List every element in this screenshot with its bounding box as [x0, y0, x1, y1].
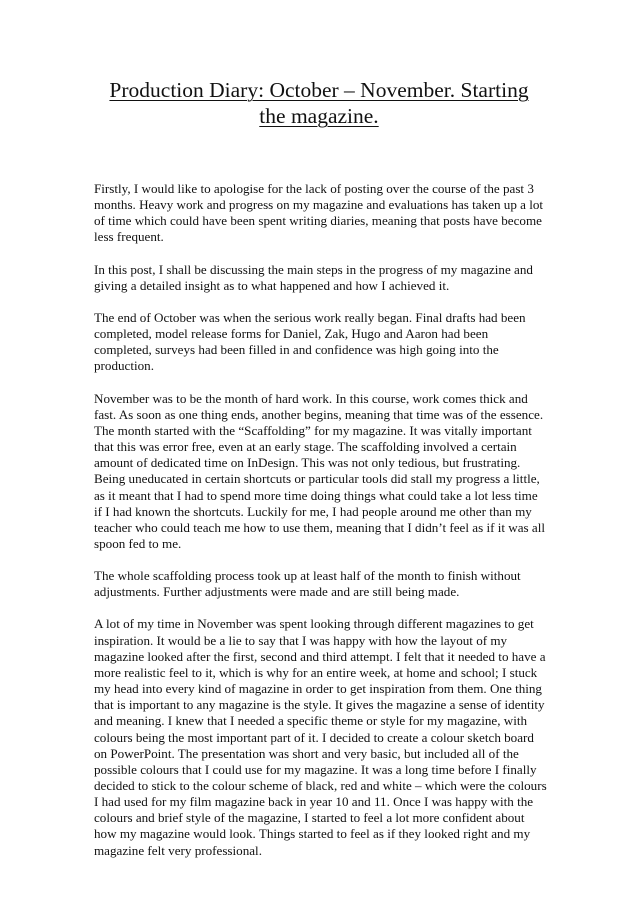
text-line: months. Heavy work and progress on my magazine and evaluations has taken up a lot: [94, 197, 544, 213]
text-line: more realistic feel to it, which is why for an entire week, at home and school; I stuck: [94, 664, 538, 680]
text-line: magazine looked after the first, second and third attempt. I felt that it needed to have a: [94, 648, 546, 664]
text-line: if I had known the shortcuts. Luckily for me, I had people around me other than my: [94, 503, 532, 519]
text-line: In this post, I shall be discussing the main steps in the progress of my magazine and: [94, 261, 533, 277]
text-line: less frequent.: [94, 229, 164, 245]
text-line: production.: [94, 358, 155, 374]
paragraph-november-scaffolding: [94, 391, 546, 553]
text-line: The month started with the “Scaffolding” for my magazine. It was vitally important: [94, 422, 532, 438]
text-line: colours being the most important part of it. I decided to create a colour sketch board: [94, 729, 534, 745]
text-line: magazine felt very professional.: [94, 842, 262, 858]
title-line: Production Diary: October – November. Starting: [109, 78, 529, 102]
text-line: spoon fed to me.: [94, 535, 182, 551]
paragraph-introduction: [94, 262, 546, 294]
paragraph-apology: [94, 181, 546, 246]
paragraph-scaffolding-process: [94, 568, 546, 600]
text-line: The whole scaffolding process took up at least half of the month to finish without: [94, 568, 521, 584]
paragraph-october: [94, 310, 546, 375]
text-line: inspiration. It would be a lie to say that I was happy with how the layout of my: [94, 632, 508, 648]
text-line: that is important to any magazine is the style. It gives the magazine a sense of identity: [94, 697, 545, 713]
text-line: and meaning. I knew that I needed a specific theme or style for my magazine, with: [94, 713, 528, 729]
text-line: completed, surveys had been filled in and confidence was high going into the: [94, 342, 499, 358]
document-body: [94, 181, 546, 875]
text-line: fast. As soon as one thing ends, another begins, meaning that time was of the essence.: [94, 406, 544, 422]
text-line: my head into every kind of magazine in order to get inspiration from them. One thing: [94, 681, 542, 697]
text-line: The end of October was when the serious work really began. Final drafts had been: [94, 309, 526, 325]
text-line: of time which could have been spent writing diaries, meaning that posts have become: [94, 213, 542, 229]
text-line: how my magazine would look. Things started to feel as if they looked right and my: [94, 826, 531, 842]
text-line: on PowerPoint. The presentation was short and very basic, but included all of the: [94, 745, 519, 761]
text-line: completed, model release forms for Daniel, Zak, Hugo and Aaron had been: [94, 326, 489, 342]
text-line: teacher who could teach me how to use them, meaning that I didn’t feel as if it was all: [94, 519, 545, 535]
text-line: A lot of my time in November was spent looking through different magazines to get: [94, 616, 534, 632]
text-line: amount of dedicated time on InDesign. This was not only tedious, but frustrating.: [94, 455, 521, 471]
text-line: adjustments. Further adjustments were made and are still being made.: [94, 584, 460, 600]
text-line: colours and brief style of the magazine, I started to feel a lot more confident about: [94, 810, 525, 826]
text-line: Firstly, I would like to apologise for the lack of posting over the course of the past 3: [94, 181, 534, 196]
text-line: I had used for my film magazine back in year 10 and 11. Once I was happy with the: [94, 794, 534, 810]
text-line: that this was error free, even at an early stage. The scaffolding involved a certain: [94, 439, 517, 455]
title-line: the magazine.: [259, 104, 379, 128]
text-line: as it meant that I had to spend more time doing things what could take a lot less time: [94, 487, 538, 503]
paragraph-inspiration: [94, 616, 546, 858]
text-line: possible colours that I could use for my magazine. It was a long time before I finally: [94, 761, 537, 777]
text-line: giving a detailed insight as to what happened and how I achieved it.: [94, 277, 450, 293]
text-line: decided to stick to the colour scheme of black, red and white – which were the colours: [94, 778, 547, 793]
document-title: [96, 77, 542, 129]
text-line: November was to be the month of hard work. In this course, work comes thick and: [94, 390, 528, 406]
text-line: Being uneducated in certain shortcuts or particular tools did stall my progress a little,: [94, 471, 540, 487]
